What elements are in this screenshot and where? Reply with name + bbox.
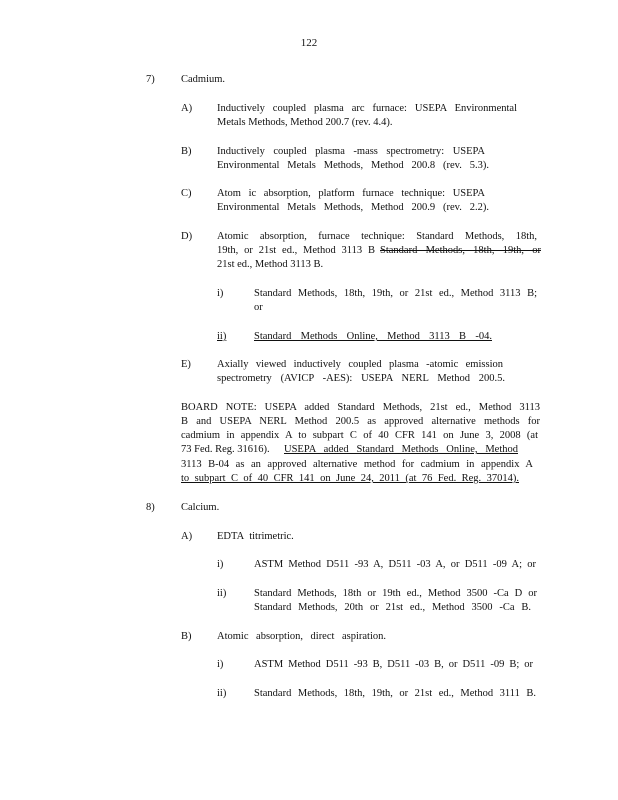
item-8b-title: Atomic absorption, direct aspiration. bbox=[217, 631, 386, 642]
item-7c-line2: Environmental Metals Methods, Method 200.9 (rev. 2.2). bbox=[217, 202, 489, 213]
item-7d-line1: Atomic absorption, furnace technique: Standard Methods, 18th, bbox=[217, 231, 537, 242]
item-8a-ii-line1: Standard Methods, 18th or 19th ed., Method 3500 -Ca D or bbox=[254, 588, 537, 599]
item-8b-ii-line1: Standard Methods, 18th, 19th, or 21st ed., Method 3111 B. bbox=[254, 688, 536, 699]
section-7-number: 7) bbox=[146, 74, 155, 85]
item-7d-i-label: i) bbox=[217, 288, 224, 299]
item-7e-line2: spectrometry (AVICP -AES): USEPA NERL Method 200.5. bbox=[217, 373, 505, 384]
item-7d-i-line1: Standard Methods, 18th, 19th, or 21st ed., Method 3113 B; bbox=[254, 288, 537, 299]
section-8-number: 8) bbox=[146, 502, 155, 513]
item-8b-i-line1: ASTM Method D511 -93 B, D511 -03 B, or D511 -09 B; or bbox=[254, 659, 533, 670]
section-8-title: Calcium. bbox=[181, 502, 220, 513]
item-8a-ii-line2: Standard Methods, 20th or 21st ed., Method 3500 -Ca B. bbox=[254, 602, 531, 613]
item-8b-i-label: i) bbox=[217, 659, 224, 670]
item-8a-ii-label: ii) bbox=[217, 588, 227, 599]
item-7b-label: B) bbox=[181, 146, 192, 157]
item-7d-label: D) bbox=[181, 231, 193, 242]
item-7c-line1: Atom ic absorption, platform furnace technique: USEPA bbox=[217, 188, 485, 199]
board-note-line5: 3113 B-04 as an approved alternative method for cadmium in appendix A bbox=[181, 459, 533, 470]
board-note-line1: BOARD NOTE: USEPA added Standard Methods, 21st ed., Method 3113 bbox=[181, 402, 540, 413]
item-7d-line3: 21st ed., Method 3113 B. bbox=[217, 259, 324, 270]
item-7d-line2-plain: 19th, or 21st ed., Method 3113 B bbox=[217, 245, 375, 256]
item-7a-line2: Metals Methods, Method 200.7 (rev. 4.4). bbox=[217, 117, 393, 128]
board-note-line6-underlined: to subpart C of 40 CFR 141 on June 24, 2011 (at 76 Fed. Reg. 37014). bbox=[181, 473, 519, 484]
board-note-line2: B and USEPA NERL Method 200.5 as approved alternative methods for bbox=[181, 416, 540, 427]
item-8a-title: EDTA titrimetric. bbox=[217, 531, 294, 542]
item-7c-label: C) bbox=[181, 188, 192, 199]
item-7e-line1: Axially viewed inductively coupled plasma -atomic emission bbox=[217, 359, 503, 370]
item-8b-ii-label: ii) bbox=[217, 688, 227, 699]
item-7d-ii-line1: Standard Methods Online, Method 3113 B -04. bbox=[254, 331, 492, 342]
item-8a-i-line1: ASTM Method D511 -93 A, D511 -03 A, or D511 -09 A; or bbox=[254, 559, 536, 570]
item-7b-line2: Environmental Metals Methods, Method 200.8 (rev. 5.3). bbox=[217, 160, 489, 171]
item-8a-label: A) bbox=[181, 531, 193, 542]
item-7a-line1: Inductively coupled plasma arc furnace: USEPA Environmental bbox=[217, 103, 517, 114]
item-8a-i-label: i) bbox=[217, 559, 224, 570]
item-8b-label: B) bbox=[181, 631, 192, 642]
item-7e-label: E) bbox=[181, 359, 191, 370]
board-note-line4-plain: 73 Fed. Reg. 31616). bbox=[181, 444, 270, 455]
board-note-line4-underlined: USEPA added Standard Methods Online, Method bbox=[284, 444, 518, 455]
item-7d-line2-struck: Standard Methods, 18th, 19th, or bbox=[380, 245, 541, 256]
board-note-line3: cadmium in appendix A to subpart C of 40 CFR 141 on June 3, 2008 (at bbox=[181, 430, 538, 441]
item-7b-line1: Inductively coupled plasma -mass spectrometry: USEPA bbox=[217, 146, 485, 157]
page-number: 122 bbox=[300, 37, 318, 49]
section-7-title: Cadmium. bbox=[181, 74, 226, 85]
item-7d-ii-label: ii) bbox=[217, 331, 227, 342]
item-7d-i-line2: or bbox=[254, 302, 263, 313]
item-7a-label: A) bbox=[181, 103, 193, 114]
